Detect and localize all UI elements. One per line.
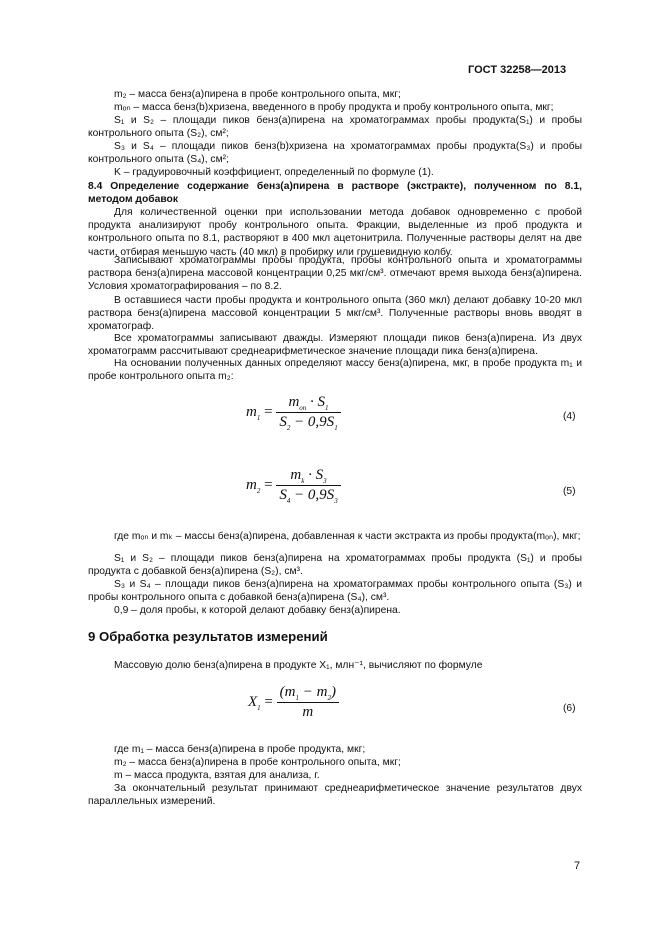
formula-fraction: $\frac{m_k \cdot S_3}{S_4 - 0,9S_3}$	[276, 469, 340, 502]
definition-line: K – градуировочный коэффициент, определенный по формуле (1).	[114, 167, 434, 178]
definition-line: m₂ – масса бенз(а)пирена в пробе контрольного опыта, мкг;	[114, 89, 401, 100]
definition-line: S₁ и S₂ – площади пиков бенз(а)пирена на хроматограммах пробы продукта(S₁) и пробы контрольного опыта (S₂), см²;	[88, 115, 582, 140]
definition-line: где mₒₙ и mₖ – массы бенз(а)пирена, добавленная к части экстракта из пробы продукта(mₒₙ), мкг;	[114, 531, 581, 542]
paragraph: В оставшиеся части пробы продукта и контрольного опыта (360 мкл) делают добавку 10-20 мкл раствора бенз(а)пирена массовой концентрации 5 мкг/см³. Полученные растворы вновь вводят в хроматограф.	[88, 295, 582, 333]
formula-fraction: $\frac{m_{оп} \cdot S_1}{S_2 - 0,9S_1}$	[276, 396, 340, 429]
paragraph: Записывают хроматограммы пробы продукта, пробы контрольного опыта и хроматограммы раствора бенз(а)пирена массовой концентрации 0,25 мкг/см³. отмечают время выхода бенз(а)пирена. Условия хроматографирования – по 8.2.	[88, 255, 582, 293]
paragraph: За окончательный результат принимают среднеарифметическое значение результатов двух параллельных измерений.	[88, 783, 582, 808]
formula-5: $m_2$ = $\frac{m_k \cdot S_3}{S_4 - 0,9S_3}$	[246, 469, 341, 502]
definition-line: S₃ и S₄ – площади пиков бенз(b)хризена на хроматограммах пробы продукта(S₃) и пробы контрольного опыта (S₄), см²;	[88, 141, 582, 166]
formula-lhs: $m_2$	[246, 477, 261, 496]
section-title: 9 Обработка результатов измерений	[88, 629, 328, 644]
definition-line: mₒₙ – масса бенз(b)хризена, введенного в пробу продукта и пробу контрольного опыта, мкг;	[114, 102, 554, 113]
equation-number: (6)	[563, 703, 576, 714]
definition-line: где m₁ – масса бенз(а)пирена в пробе продукта, мкг;	[114, 744, 366, 755]
definition-line: S₃ и S₄ – площади пиков бенз(а)пирена на хроматограммах пробы контрольного опыта (S₃) и пробы контрольного опыта с добавкой бенз(а)пирена (S₄), см³.	[88, 579, 582, 604]
formula-lhs: $X_1$	[248, 694, 261, 713]
paragraph: На основании полученных данных определяют массу бенз(а)пирена, мкг, в пробе продукта m₁ и пробе контрольного опыта m₂:	[88, 358, 582, 383]
definition-line: m₂ – масса бенз(а)пирена в пробе контрольного опыта, мкг;	[114, 757, 401, 768]
formula-lhs: $m_1$	[246, 404, 261, 423]
definition-line: 0,9 – доля пробы, к которой делают добавку бенз(а)пирена.	[114, 605, 401, 616]
paragraph: Массовую долю бенз(а)пирена в продукте X₁, млн⁻¹, вычисляют по формуле	[114, 660, 483, 671]
definition-line: S₁ и S₂ – площади пиков бенз(а)пирена на хроматограммах пробы продукта (S₁) и пробы продукта с добавкой бенз(а)пирена (S₂), см³.	[88, 553, 582, 578]
definition-line: m – масса продукта, взятая для анализа, г.	[114, 770, 320, 781]
formula-4: $m_1$ = $\frac{m_{оп} \cdot S_1}{S_2 - 0,9S_1}$	[246, 396, 341, 429]
formula-fraction: $\frac{(m_1 - m_2)}{m}$	[277, 686, 339, 719]
formula-6: $X_1$ = $\frac{(m_1 - m_2)}{m}$	[248, 686, 339, 719]
paragraph: Для количественной оценки при использовании метода добавок одновременно с пробой продукта анализируют пробу контрольного опыта. Фракции, выделенные из проб продукта и контрольного опыта по 8.1, растворяют в 400 мкл ацетонитрила. Полученные растворы делят на две части, отбирая меньшую часть (40 мкл) в пробирку или грушевидную колбу.	[88, 207, 582, 258]
paragraph: Все хроматограммы записывают дважды. Измеряют площади пиков бенз(а)пирена. Из двух хроматограмм рассчитывают среднеарифметическое значение площади пика бенз(а)пирена.	[88, 333, 582, 358]
equation-number: (5)	[563, 486, 576, 497]
document-code: ГОСТ 32258—2013	[468, 64, 567, 76]
subsection-title: 8.4 Определение содержание бенз(а)пирена в растворе (экстракте), полученном по 8.1, методом добавок	[88, 181, 582, 206]
equation-number: (4)	[563, 411, 576, 422]
page-number: 7	[574, 860, 581, 872]
